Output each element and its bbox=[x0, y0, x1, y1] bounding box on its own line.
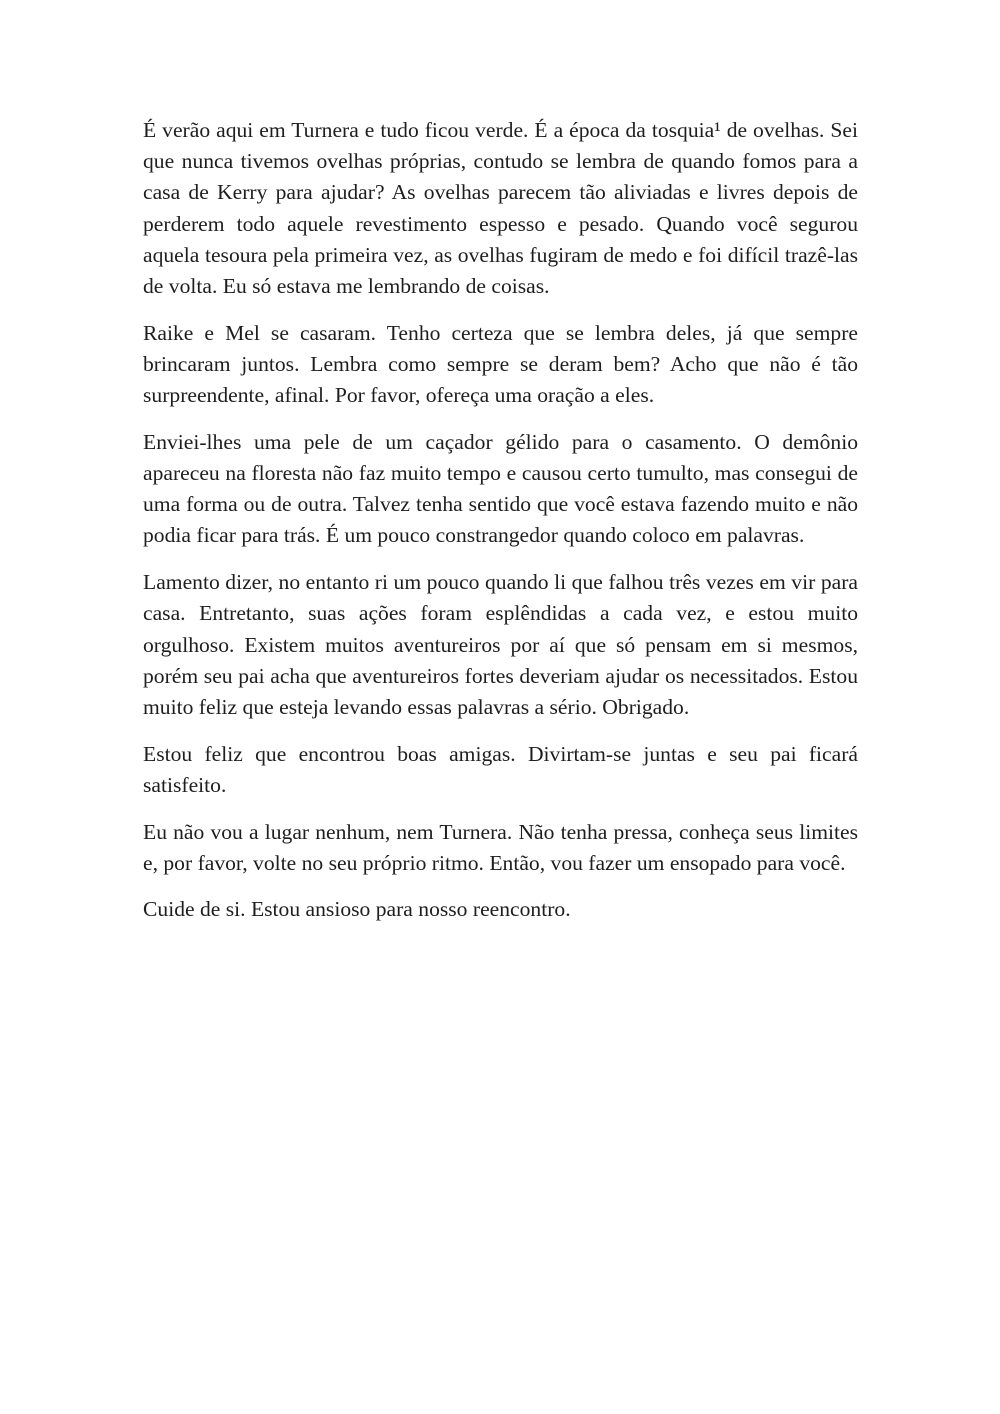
letter-paragraph-4: Lamento dizer, no entanto ri um pouco quando li que falhou três vezes em vir para casa. Entretanto, suas ações foram esplêndidas a cada vez, e estou muito orgulhoso. Existem muitos aventureiros por aí que só pensam em si mesmos, porém seu pai acha que aventureiros fortes deveriam ajudar os necessitados. Estou muito feliz que esteja levando essas palavras a sério. Obrigado. bbox=[143, 570, 858, 719]
letter-paragraph-2: Raike e Mel se casaram. Tenho certeza que se lembra deles, já que sempre brincaram juntos. Lembra como sempre se deram bem? Acho que não é tão surpreendente, afinal. Por favor, ofereça uma oração a eles. bbox=[143, 320, 858, 408]
letter-paragraph-6: Eu não vou a lugar nenhum, nem Turnera. Não tenha pressa, conheça seus limites e, por favor, volte no seu próprio ritmo. Então, vou fazer um ensopado para você. bbox=[143, 819, 858, 875]
letter-paragraph-1: É verão aqui em Turnera e tudo ficou verde. É a época da tosquia¹ de ovelhas. Sei que nunca tivemos ovelhas próprias, contudo se lembra de quando fomos para a casa de Kerry para ajudar? As ovelhas parecem tão aliviadas e livres depois de perderem todo aquele revestimento espesso e pesado. Quando você segurou aquela tesoura pela primeira vez, as ovelhas fugiram de medo e foi difícil trazê-las de volta. Eu só estava me lembrando de coisas. bbox=[143, 118, 858, 299]
letter-paragraph-5: Estou feliz que encontrou boas amigas. Divirtam-se juntas e seu pai ficará satisfeito. bbox=[143, 741, 858, 797]
letter-paragraph-7: Cuide de si. Estou ansioso para nosso reencontro. bbox=[143, 897, 571, 922]
letter-body bbox=[143, 115, 858, 941]
letter-paragraph-3: Enviei-lhes uma pele de um caçador gélido para o casamento. O demônio apareceu na floresta não faz muito tempo e causou certo tumulto, mas consegui de uma forma ou de outra. Talvez tenha sentido que você estava fazendo muito e não podia ficar para trás. É um pouco constrangedor quando coloco em palavras. bbox=[143, 429, 858, 548]
